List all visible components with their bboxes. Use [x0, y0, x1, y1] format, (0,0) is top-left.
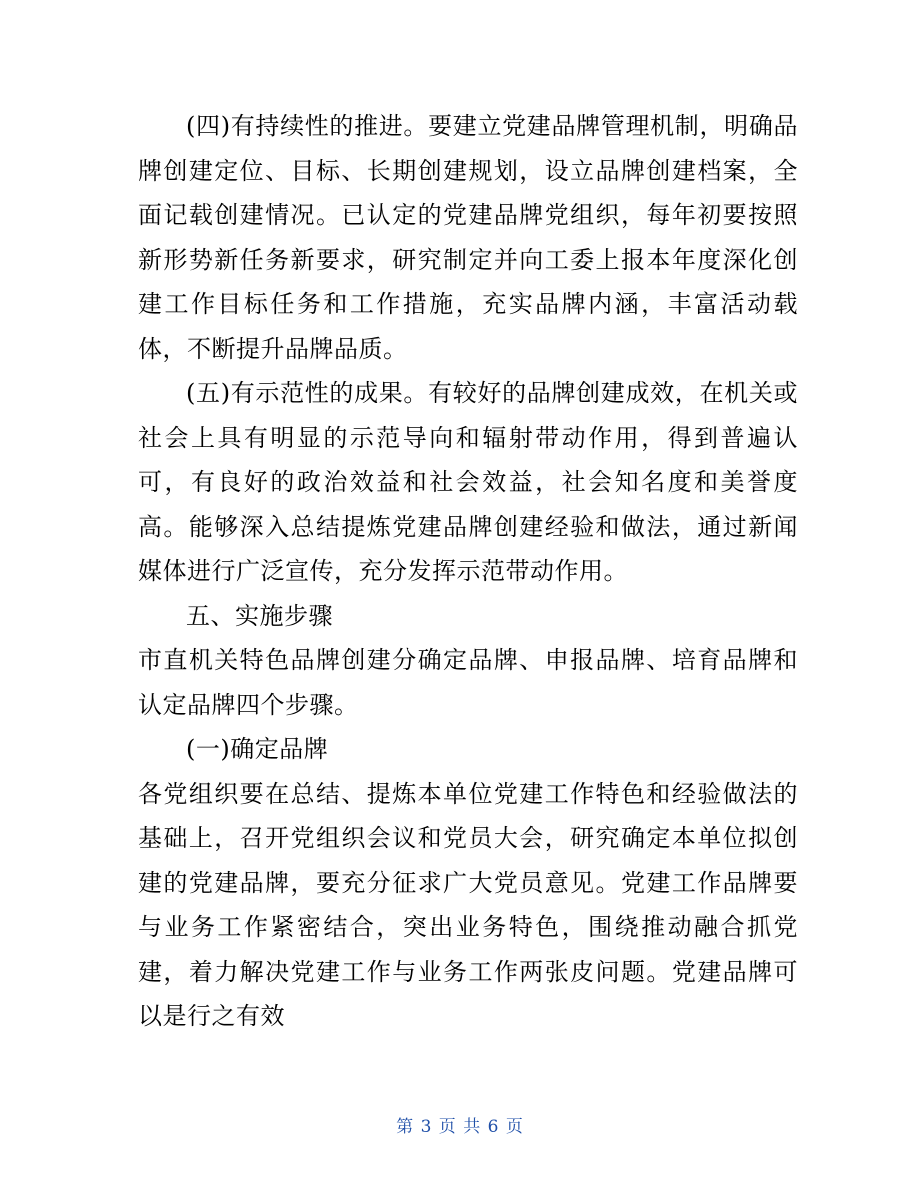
document-body [138, 104, 798, 1039]
paragraph-exemplary-results: (五)有示范性的成果。有较好的品牌创建成效，在机关或社会上具有明显的示范导向和辐射带动作用，得到普遍认可，有良好的政治效益和社会效益，社会知名度和美誉度高。能够深入总结提炼党建品牌创建经验和做法，通过新闻媒体进行广泛宣传，充分发挥示范带动作用。 [138, 379, 798, 585]
subheading-determine-brand: (一)确定品牌 [186, 735, 329, 763]
section-heading-implementation-steps: 五、实施步骤 [186, 601, 333, 630]
page-number-footer: 第 3 页 共 6 页 [396, 1117, 524, 1137]
paragraph-sustained-progress: (四)有持续性的推进。要建立党建品牌管理机制，明确品牌创建定位、目标、长期创建规划，设立品牌创建档案，全面记载创建情况。已认定的党建品牌党组织，每年初要按照新形势新任务新要求，研究制定并向工委上报本年度深化创建工作目标任务和工作措施，充实品牌内涵，丰富活动载体，不断提升品牌品质。 [138, 112, 798, 363]
paragraph-determine-brand: 各党组织要在总结、提炼本单位党建工作特色和经验做法的基础上，召开党组织会议和党员大会，研究确定本单位拟创建的党建品牌，要充分征求广大党员意见。党建工作品牌要与业务工作紧密结合，突出业务特色，围绕推动融合抓党建，着力解决党建工作与业务工作两张皮问题。党建品牌可以是行之有效 [138, 779, 798, 1030]
paragraph-steps-overview: 市直机关特色品牌创建分确定品牌、申报品牌、培育品牌和认定品牌四个步骤。 [138, 646, 798, 719]
